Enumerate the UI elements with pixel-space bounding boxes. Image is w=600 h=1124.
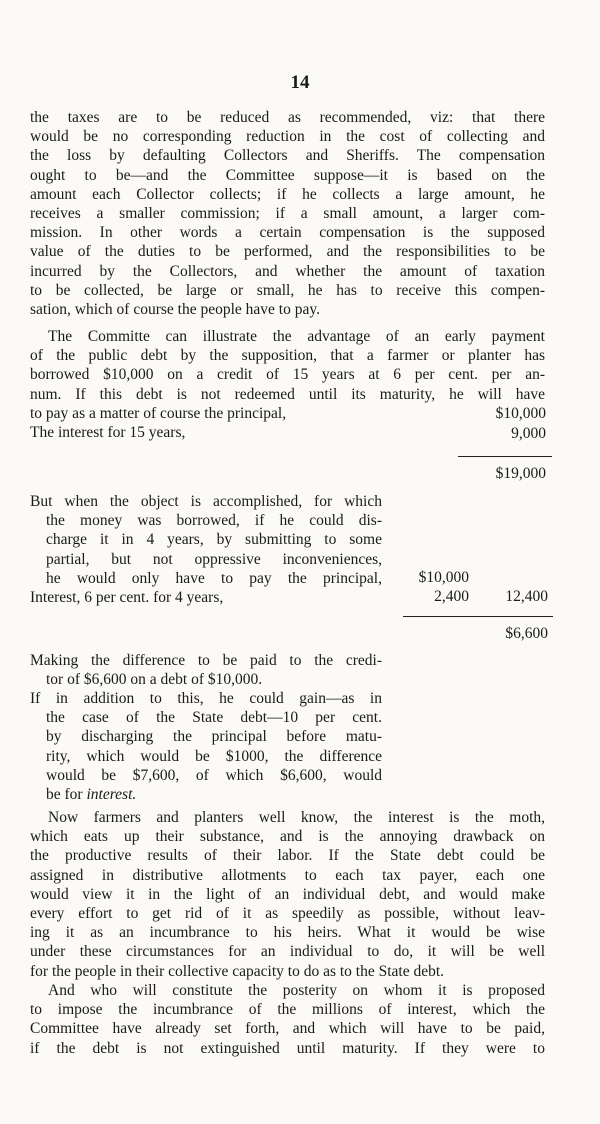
text-line: to be collected, be large or small, he has to receive this compen-: [30, 281, 545, 299]
paragraph-7: [30, 981, 545, 1058]
text-line: charge it in 4 years, by submitting to some: [46, 531, 382, 549]
text-line: value of the duties to be performed, and the responsibilities to be: [30, 243, 545, 261]
page-number: 14: [290, 72, 310, 93]
text-line: The interest for 15 years,: [30, 423, 186, 441]
text-line: every effort to get rid of it as speedily as possible, without leav-: [30, 904, 545, 922]
text-line: would be no corresponding reduction in the cost of collecting and: [30, 128, 545, 146]
text-line: borrowed $10,000 on a credit of 15 years at 6 per cent. per an-: [30, 366, 545, 384]
text-line: would be $7,600, of which $6,600, would: [46, 766, 382, 784]
sum-rule: [458, 456, 552, 457]
text-line: mission. In other words a certain compensation is the supposed: [30, 224, 545, 242]
text-line: ought to be—and the Committee suppose—it is based on the: [30, 166, 545, 184]
paragraph-6: [30, 808, 545, 981]
paragraph-4: [30, 651, 382, 689]
text-line: [30, 785, 382, 804]
text-line: the case of the State debt—10 per cent.: [46, 709, 382, 727]
text-line: the productive results of their labor. If the State debt could be: [30, 847, 545, 865]
text-line: ing it as an incumbrance to his heirs. What it would be wise: [30, 924, 545, 942]
text-line: the money was borrowed, if he could dis-: [46, 512, 382, 530]
text-line: which eats up their substance, and is the annoying drawback on: [30, 828, 545, 846]
text-line: to impose the incumbrance of the millions of interest, which the: [30, 1001, 545, 1019]
paragraph-1: [30, 108, 545, 319]
text-line: rity, which would be $1000, the difference: [46, 747, 382, 765]
text-line: he would only have to pay the principal,: [46, 569, 382, 587]
text-line: sation, which of course the people have to pay.: [30, 300, 320, 318]
calc1-principal: $10,000: [495, 405, 546, 422]
text-line: But when the object is accomplished, for which: [30, 493, 382, 510]
text-line: Interest, 6 per cent. for 4 years,: [30, 588, 224, 606]
paragraph-3: [30, 492, 382, 607]
text-line: by discharging the principal before matu-: [46, 728, 382, 746]
italic-word: interest.: [86, 785, 137, 803]
text-line: And who will constitute the posterity on whom it is proposed: [48, 982, 545, 999]
text-line: for the people in their collective capacity to do as to the State debt.: [30, 962, 445, 980]
text-line: incurred by the Collectors, and whether the amount of taxation: [30, 262, 545, 280]
paragraph-5: [30, 689, 382, 804]
calc1-total: $19,000: [495, 465, 546, 482]
text-line: under these circumstances for an individual to do, it will be well: [30, 943, 545, 961]
sum-rule: [403, 616, 553, 617]
text-line: partial, but not oppressive inconveniences,: [46, 550, 382, 568]
calc1-interest: 9,000: [511, 425, 546, 442]
text-line: If in addition to this, he could gain—as in: [30, 690, 382, 707]
text-line: of the public debt by the supposition, that a farmer or planter has: [30, 347, 545, 365]
text-line: the loss by defaulting Collectors and Sheriffs. The compensation: [30, 147, 545, 165]
text-line: Making the difference to be paid to the credi-: [30, 652, 382, 669]
text-line: to pay as a matter of course the principal,: [30, 404, 287, 422]
text-line: num. If this debt is not redeemed until its maturity, he will have: [30, 385, 545, 403]
text-line: Now farmers and planters well know, the interest is the moth,: [48, 809, 545, 826]
text-line: tor of $6,600 on a debt of $10,000.: [46, 671, 263, 689]
calc2-interest: 2,400: [434, 588, 469, 605]
text-line: would view it in the light of an individual debt, and would make: [30, 885, 545, 903]
calc2-principal: $10,000: [418, 569, 469, 586]
text-line: assigned in distributive allotments to each tax payer, each one: [30, 866, 545, 884]
calc2-difference: $6,600: [505, 625, 548, 642]
text-line: the taxes are to be reduced as recommended, viz: that there: [30, 109, 545, 126]
text-line: if the debt is not extinguished until maturity. If they were to: [30, 1039, 545, 1057]
text-line: amount each Collector collects; if he collects a large amount, he: [30, 185, 545, 203]
text-fragment: be for: [46, 785, 87, 803]
text-line: Committee have already set forth, and which will have to be paid,: [30, 1020, 545, 1038]
text-line: The Committe can illustrate the advantage of an early payment: [48, 328, 545, 345]
text-line: receives a smaller commission; if a small amount, a larger com-: [30, 204, 545, 222]
calc2-sum: 12,400: [505, 588, 548, 605]
